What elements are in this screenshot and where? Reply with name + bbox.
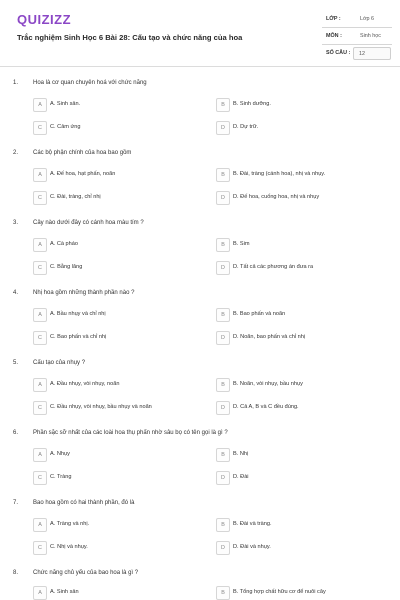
option-letter-box: B [216, 448, 230, 462]
option-b[interactable] [216, 378, 366, 391]
question-text: Nhị hoa gồm những thành phần nào ? [33, 290, 135, 296]
option-letter-box: A [33, 448, 47, 462]
option-text: B. Bao phấn và noãn [233, 311, 286, 317]
option-b[interactable] [216, 238, 366, 251]
question-number: 1. [13, 80, 19, 86]
meta-subject [322, 28, 392, 45]
question-text: Hoa là cơ quan chuyên hoá với chức năng [33, 80, 147, 86]
option-letter-box: C [33, 261, 47, 275]
option-letter-box: C [33, 471, 47, 485]
question-number: 7. [13, 500, 19, 506]
option-text: A. Bầu nhụy và chỉ nhị [50, 311, 106, 317]
option-text: A. Đế hoa, hạt phấn, noãn [50, 171, 116, 177]
option-text: B. Noãn, vòi nhụy, bầu nhụy [233, 381, 303, 387]
option-text: D. Đài [233, 474, 249, 480]
option-d[interactable] [216, 541, 366, 554]
option-letter-box: B [216, 378, 230, 392]
option-letter-box: A [33, 98, 47, 112]
question-text: Các bộ phận chính của hoa bao gồm [33, 150, 132, 156]
question-number: 2. [13, 150, 19, 156]
option-text: A. Sinh sản. [50, 101, 81, 107]
option-a[interactable] [33, 168, 183, 181]
option-letter-box: C [33, 191, 47, 205]
option-letter-box: B [216, 308, 230, 322]
option-letter-box: A [33, 308, 47, 322]
option-text: D. Đế hoa, cuống hoa, nhị và nhụy [233, 194, 320, 200]
meta-count-box [353, 47, 391, 60]
option-letter-box: A [33, 378, 47, 392]
option-text: B. Sinh dưỡng. [233, 101, 271, 107]
option-text: D. Tất cả các phương án đưa ra [233, 264, 314, 270]
option-letter-box: B [216, 238, 230, 252]
option-letter-box: D [216, 331, 230, 345]
option-text: B. Nhị [233, 451, 249, 457]
meta-class-label: LỚP : [326, 16, 341, 22]
question-text: Bao hoa gồm có hai thành phần, đó là [33, 500, 135, 506]
option-d[interactable] [216, 121, 366, 134]
meta-subject-value: Sinh học [360, 33, 381, 39]
option-letter-box: D [216, 471, 230, 485]
question-number: 6. [13, 430, 19, 436]
option-text: B. Sim [233, 241, 250, 247]
question-number: 3. [13, 220, 19, 226]
option-text: A. Sinh sản [50, 589, 79, 595]
option-b[interactable] [216, 448, 366, 461]
option-a[interactable] [33, 98, 183, 111]
option-d[interactable] [216, 191, 366, 204]
option-letter-box: C [33, 401, 47, 415]
option-c[interactable] [33, 541, 183, 554]
option-letter-box: D [216, 191, 230, 205]
option-b[interactable] [216, 586, 366, 599]
question-number: 4. [13, 290, 19, 296]
option-text: C. Bao phấn và chỉ nhị [50, 334, 107, 340]
option-letter-box: C [33, 541, 47, 555]
option-letter-box: A [33, 586, 47, 600]
option-letter-box: B [216, 168, 230, 182]
option-text: C. Nhị và nhụy. [50, 544, 88, 550]
option-text: D. Noãn, bao phấn và chỉ nhị [233, 334, 306, 340]
option-text: A. Cà pháo [50, 241, 78, 247]
option-text: D. Dự trữ. [233, 124, 259, 130]
option-letter-box: A [33, 238, 47, 252]
option-text: B. Tổng hợp chất hữu cơ để nuôi cây [233, 589, 326, 595]
option-text: C. Bằng lăng [50, 264, 83, 270]
option-text: C. Cảm ứng [50, 124, 81, 130]
quizizz-logo: QUIZIZZ [17, 12, 72, 27]
option-letter-box: C [33, 331, 47, 345]
option-text: D. Đài và nhụy. [233, 544, 271, 550]
option-text: A. Nhụy [50, 451, 70, 457]
option-c[interactable] [33, 401, 183, 414]
option-text: A. Tràng và nhị. [50, 521, 90, 527]
question-text: Cây nào dưới đây có cánh hoa màu tím ? [33, 220, 144, 226]
worksheet-meta [322, 11, 392, 62]
option-letter-box: A [33, 168, 47, 182]
option-letter-box: B [216, 586, 230, 600]
option-b[interactable] [216, 98, 366, 111]
option-text: C. Tràng [50, 474, 72, 480]
option-letter-box: A [33, 518, 47, 532]
option-text: A. Đầu nhụy, vòi nhụy, noãn [50, 381, 120, 387]
option-d[interactable] [216, 261, 366, 274]
option-b[interactable] [216, 168, 366, 181]
meta-class [322, 11, 392, 28]
option-d[interactable] [216, 331, 366, 344]
question-text: Cấu tạo của nhụy ? [33, 360, 86, 366]
option-a[interactable] [33, 518, 183, 531]
question-text: Phần sặc sỡ nhất của các loài hoa thụ phấn nhờ sâu bọ có tên gọi là gì ? [33, 430, 228, 436]
option-c[interactable] [33, 191, 183, 204]
question-number: 5. [13, 360, 19, 366]
option-letter-box: D [216, 261, 230, 275]
option-text: B. Đài và tràng. [233, 521, 272, 527]
option-d[interactable] [216, 471, 366, 484]
option-letter-box: B [216, 98, 230, 112]
option-a[interactable] [33, 586, 183, 599]
option-letter-box: D [216, 121, 230, 135]
option-a[interactable] [33, 308, 183, 321]
question-number: 8. [13, 570, 19, 576]
meta-count [322, 45, 392, 62]
option-c[interactable] [33, 331, 183, 344]
option-d[interactable] [216, 401, 366, 414]
meta-subject-label: MÔN : [326, 33, 342, 39]
meta-count-label: SỐ CÂU : [326, 50, 351, 56]
option-letter-box: C [33, 121, 47, 135]
meta-count-value: 12 [359, 51, 365, 57]
option-c[interactable] [33, 121, 183, 134]
option-letter-box: B [216, 518, 230, 532]
meta-class-value: Lớp 6 [360, 16, 375, 22]
option-a[interactable] [33, 238, 183, 251]
option-text: D. Cả A, B và C đều đúng. [233, 404, 299, 410]
question-text: Chức năng chủ yếu của bao hoa là gì ? [33, 570, 139, 576]
option-a[interactable] [33, 378, 183, 391]
option-letter-box: D [216, 401, 230, 415]
option-a[interactable] [33, 448, 183, 461]
option-b[interactable] [216, 308, 366, 321]
option-letter-box: D [216, 541, 230, 555]
worksheet-title: Trắc nghiệm Sinh Học 6 Bài 28: Cấu tạo và chức năng của hoa [17, 33, 243, 42]
option-text: C. Đài, tràng, chỉ nhị [50, 194, 101, 200]
worksheet-header [0, 0, 400, 67]
option-c[interactable] [33, 261, 183, 274]
option-c[interactable] [33, 471, 183, 484]
option-b[interactable] [216, 518, 366, 531]
option-text: B. Đài, tràng (cánh hoa), nhị và nhụy. [233, 171, 326, 177]
option-text: C. Đầu nhụy, vòi nhụy, bầu nhụy và noãn [50, 404, 152, 410]
